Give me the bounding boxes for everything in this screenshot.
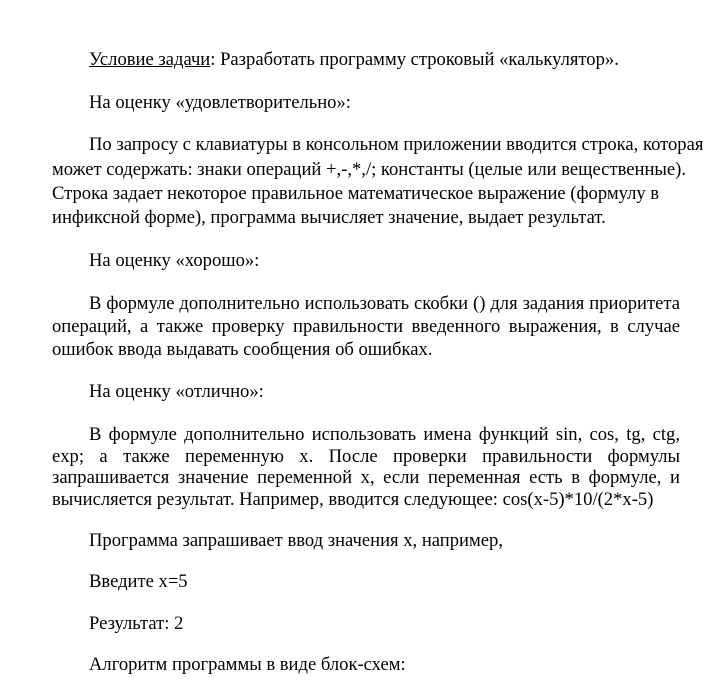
task-label: Условие задачи: [89, 49, 211, 70]
heading-good: На оценку «хорошо»:: [89, 250, 260, 271]
paragraph-line: По запросу с клавиатуры в консольном приложении вводится строка, которая: [89, 134, 704, 155]
example-input-line: Введите x=5: [89, 571, 188, 592]
task-text: : Разработать программу строковый «калькулятор».: [210, 49, 619, 70]
heading-satisfactory: На оценку «удовлетворительно»:: [89, 92, 351, 113]
example-result-line: Результат: 2: [89, 613, 184, 634]
paragraph-line: В формуле дополнительно использовать имена функций sin, cos, tg, ctg,: [89, 424, 680, 445]
paragraph-line: операций, а также проверку правильности введенного выражения, в случае: [52, 316, 680, 337]
paragraph-line: exp; а также переменную x. После проверки правильности формулы: [52, 446, 680, 467]
task-statement: [89, 49, 680, 71]
example-prompt-text: Программа запрашивает ввод значения x, например,: [89, 530, 503, 551]
paragraph-line: вычисляется результат. Например, вводится следующее: cos(x-5)*10/(2*x-5): [52, 489, 654, 510]
paragraph-line: инфиксной форме), программа вычисляет значение, выдает результат.: [52, 207, 606, 228]
algorithm-heading: Алгоритм программы в виде блок-схем:: [89, 654, 406, 675]
paragraph-line: запрашивается значение переменной x, если переменная есть в формуле, и: [52, 467, 680, 488]
paragraph-line: может содержать: знаки операций +,-,*,/; константы (целые или вещественные).: [52, 159, 686, 180]
paragraph-line: Строка задает некоторое правильное математическое выражение (формулу в: [52, 183, 660, 204]
paragraph-line: В формуле дополнительно использовать скобки () для задания приоритета: [89, 293, 680, 314]
heading-excellent: На оценку «отлично»:: [89, 381, 264, 402]
paragraph-line: ошибок ввода выдавать сообщения об ошибках.: [52, 339, 433, 360]
